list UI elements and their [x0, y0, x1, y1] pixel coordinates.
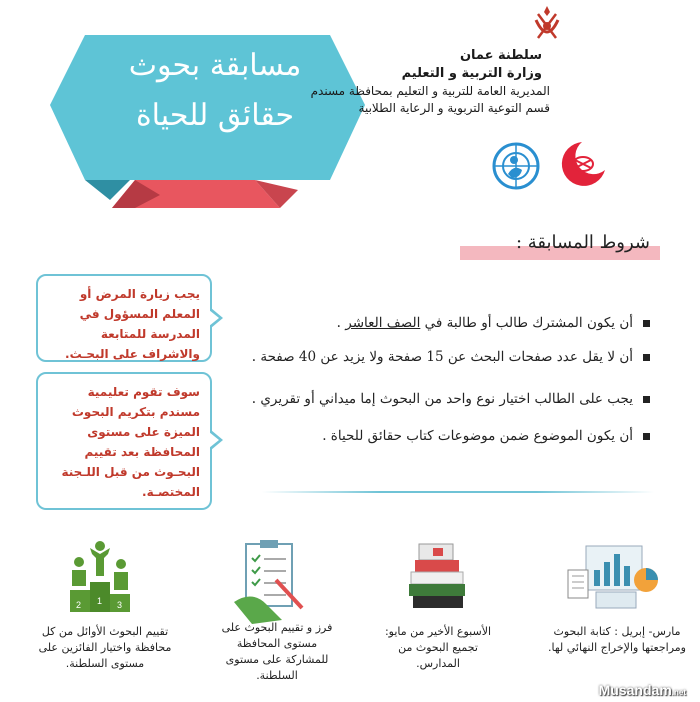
- bullet-icon: [643, 354, 650, 361]
- condition-item-1: [337, 315, 650, 331]
- timeline-stage-2: الأسبوع الأخير من مايو: تجميع البحوث من المدارس.: [384, 625, 492, 670]
- banner-title-line2: حقائق للحياة: [135, 98, 295, 133]
- podium-number-first: 1: [97, 596, 103, 606]
- condition-item-3: [252, 391, 650, 407]
- red-crescent-logo-icon: [553, 138, 611, 190]
- unicef-logo-icon: [490, 140, 542, 192]
- checklist-icon: [232, 540, 312, 624]
- watermark-main: Musandam: [598, 682, 672, 698]
- timeline-stage-4: تقييم البحوث الأوائل من كل محافظة واختيار الفائزين على مستوى السلطنة.: [38, 625, 172, 670]
- podium-numbers: [68, 596, 132, 612]
- book-stack-icon: [405, 540, 471, 612]
- site-watermark: [599, 682, 686, 698]
- bullet-icon: [643, 320, 650, 327]
- note-honoring: سوف تقوم تعليمية مسندم بتكريم البحوث الميزة على مستوى المحافظة بعد تقييم البحـوث من قبل اللـجنة المختصـة.: [36, 372, 212, 510]
- podium-number-third: 3: [117, 600, 123, 610]
- note-supervision: يجب زيارة المرض أو المعلم المسؤول في المدرسة للمتابعة والاشراف على البحـث.: [36, 274, 212, 362]
- note-arrow-inner: [209, 310, 219, 326]
- condition-text: أن يكون المشترك طالب أو طالبة في: [420, 315, 633, 331]
- header-department: قسم التوعية التربوية و الرعاية الطلابية: [358, 101, 550, 115]
- oman-emblem-icon: [530, 4, 564, 50]
- condition-emphasis: الصف العاشر: [345, 315, 421, 331]
- header-sultanate: سلطنة عمان: [459, 48, 542, 63]
- podium-number-second: 2: [76, 600, 82, 610]
- condition-text-end: .: [336, 315, 346, 331]
- conditions-heading: [460, 232, 660, 262]
- timeline-stage-3: فرز و تقييم البحوث على مستوى المحافظة للمشاركة على مستوى السلطنة.: [221, 621, 333, 682]
- header-ministry: وزارة التربية و التعليم: [401, 66, 542, 81]
- watermark-suffix: .net: [671, 688, 686, 697]
- header-directorate: المديرية العامة للتربية و التعليم بمحافظة مسندم: [310, 84, 550, 98]
- chart-documents-icon: [566, 540, 666, 614]
- bullet-icon: [643, 433, 650, 440]
- section-divider: [262, 491, 654, 493]
- condition-item-4: [322, 428, 650, 444]
- condition-text: يجب على الطالب اختيار نوع واحد من البحوث إما ميداني أو تقريري .: [251, 391, 633, 407]
- timeline-stage-1: مارس- إبريل : كتابة البحوث ومراجعتها والإخراج النهائي لها.: [548, 625, 686, 654]
- condition-item-2: [252, 349, 650, 365]
- condition-text: أن لا يقل عدد صفحات البحث عن 15 صفحة ولا يزيد عن 40 صفحة .: [251, 349, 633, 365]
- banner-title-line1: مسابقة بحوث: [128, 48, 302, 83]
- note-arrow-inner: [209, 432, 219, 448]
- bullet-icon: [643, 396, 650, 403]
- conditions-heading-text: شروط المسابقة :: [515, 232, 650, 253]
- condition-text: أن يكون الموضوع ضمن موضوعات كتاب حقائق للحياة .: [322, 428, 633, 444]
